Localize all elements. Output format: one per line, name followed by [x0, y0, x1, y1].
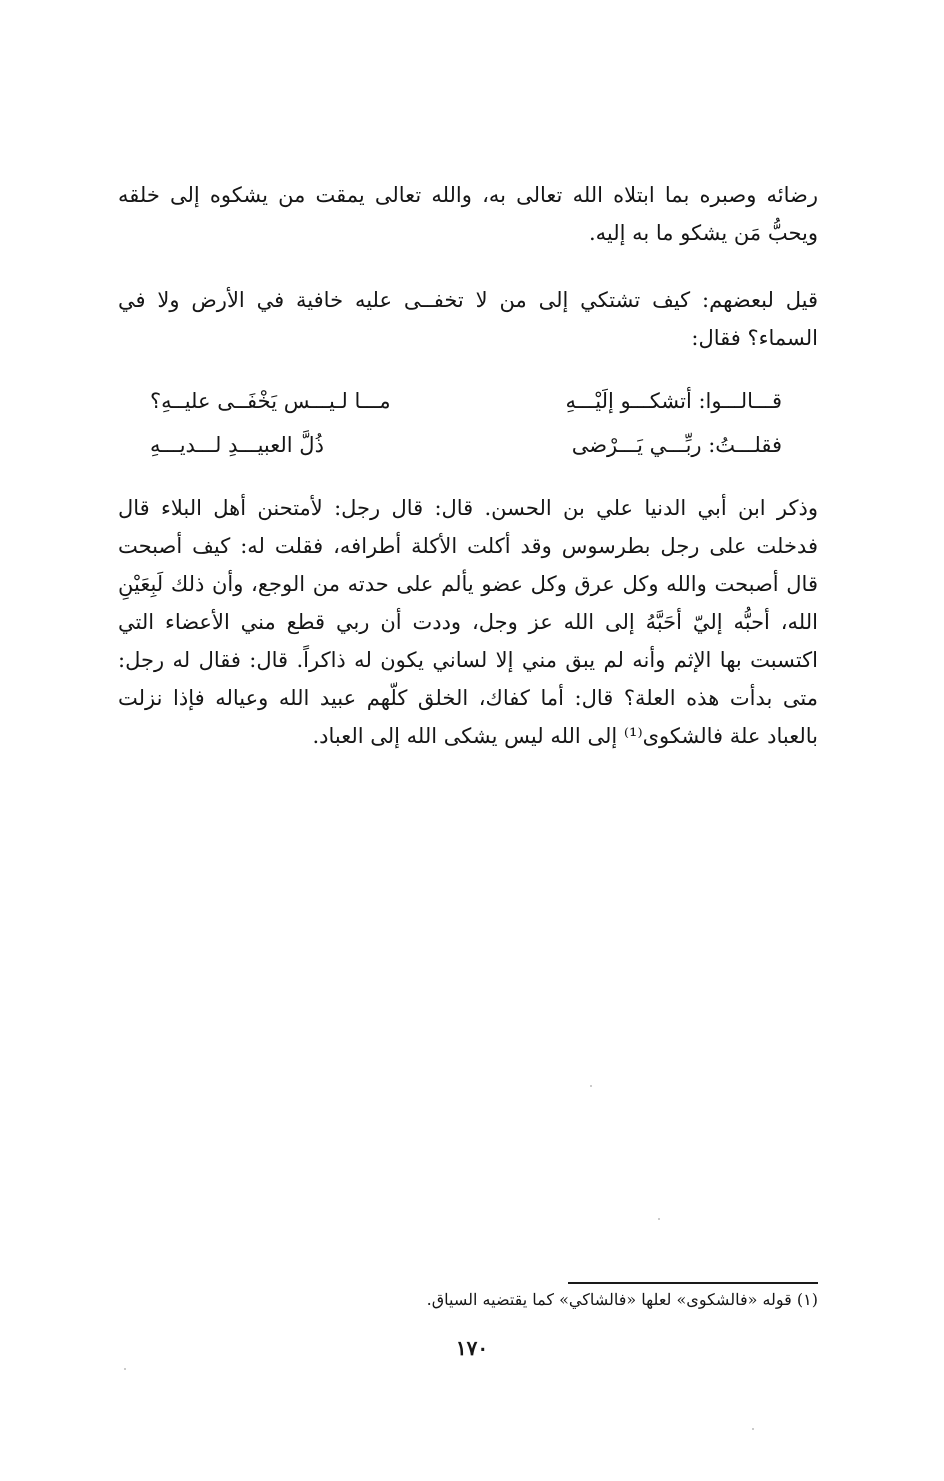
paragraph-1: رضائه وصبره بما ابتلاه الله تعالى به، والله تعالى يمقت من يشكوه إلى خلقه ويحبُّ مَن يشكو ما به إليه. — [118, 183, 818, 245]
footnote: (١) قوله «فالشكوى» لعلها «فالشاكي» كما يقتضيه السياق. — [426, 1290, 818, 1309]
scan-speck — [752, 1428, 754, 1430]
verse-line-2-second-hemistich: ذُلَّ العبيـــدِ لـــديـــهِ — [150, 433, 324, 457]
scan-speck — [658, 1218, 660, 1220]
verse-line-2 — [140, 425, 790, 465]
page-number: ١٧٠ — [455, 1336, 489, 1360]
scan-speck — [590, 1085, 592, 1087]
footnote-divider — [568, 1282, 818, 1284]
paragraph-2: قيل لبعضهم: كيف تشتكي إلى من لا تخفــى عليه خافية في الأرض ولا في السماء؟ فقال: — [118, 288, 818, 350]
verse-line-1-first-hemistich: قـــالـــوا: أتشكـــو إلَيْـــهِ — [565, 389, 782, 413]
verse-line-1-second-hemistich: مـــا لـيـــس يَخْفَــى عليــهِ؟ — [150, 389, 391, 413]
verse-line-1 — [140, 381, 790, 421]
scan-speck — [124, 1368, 126, 1370]
verse-line-2-first-hemistich: فقلـــتُ: ربِّـــي يَـــرْضى — [571, 433, 782, 457]
paragraph-3: وذكر ابن أبي الدنيا علي بن الحسن. قال: قال رجل: لأمتحنن أهل البلاء قال فدخلت على رجل بطرسوس وقد أكلت الأكلة أطرافه، فقلت له: كيف أصبحت قال أصبحت والله وكل عرق وكل عضو يألم على حدته من الوجع، وأن ذلك لَبِعَيْنِ الله، أحبُّه إليّ أحَبَّهُ إلى الله عز وجل، وددت أن ربي قطع مني الأعضاء التي اكتسبت بها الإثم وأنه لم يبق مني إلا لساني يكون له ذاكراً. قال: فقال له رجل: متى بدأت هذه العلة؟ قال: أما كفاك، الخلق كلّهم عبيد الله وعياله فإذا نزلت بالعباد علة فالشكوى⁽¹⁾ إلى الله ليس يشكى الله إلى العباد. — [118, 496, 818, 748]
